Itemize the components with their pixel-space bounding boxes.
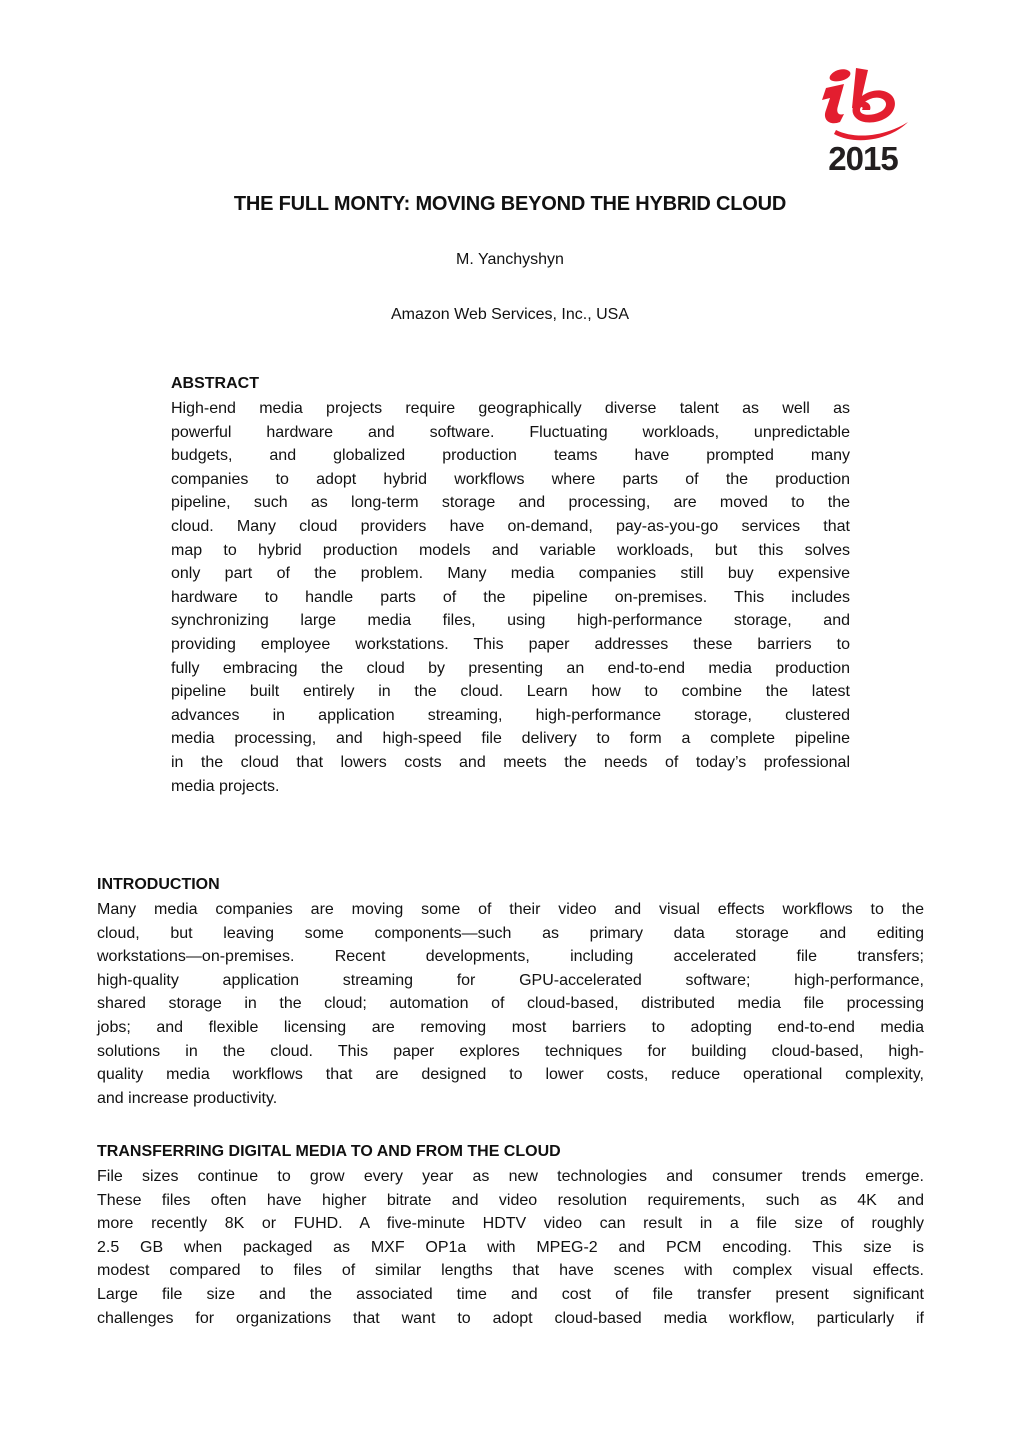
introduction-line: Many media companies are moving some of their video and visual effects workflows to the [97, 901, 924, 918]
abstract-line: synchronizing large media files, using high-performance storage, and [171, 612, 850, 630]
introduction-body [97, 898, 924, 1110]
ibc-2015-logo [816, 66, 910, 178]
abstract-line: media projects. [171, 777, 280, 795]
ibc-logo-icon [816, 66, 910, 142]
abstract-line: pipeline built entirely in the cloud. Learn how to combine the latest [171, 683, 850, 701]
introduction-line: cloud, but leaving some components—such as primary data storage and editing [97, 924, 924, 942]
abstract-line: in the cloud that lowers costs and meets the needs of today’s professional [171, 753, 850, 771]
abstract-line: fully embracing the cloud by presenting an end-to-end media production [171, 659, 850, 677]
introduction-section [97, 874, 924, 1110]
transferring-heading: TRANSFERRING DIGITAL MEDIA TO AND FROM THE CLOUD [97, 1143, 561, 1160]
transferring-line: modest compared to files of similar lengths that have scenes with complex visual effects. [97, 1262, 924, 1280]
abstract-line: media processing, and high-speed file delivery to form a complete pipeline [171, 730, 850, 748]
paper-title: THE FULL MONTY: MOVING BEYOND THE HYBRID CLOUD [233, 193, 787, 215]
introduction-line: and increase productivity. [97, 1089, 278, 1107]
abstract-line: map to hybrid production models and variable workloads, but this solves [171, 541, 850, 559]
transferring-line: more recently 8K or FUHD. A five-minute HDTV video can result in a file size of roughly [97, 1215, 924, 1233]
transferring-line: 2.5 GB when packaged as MXF OP1a with MPEG-2 and PCM encoding. This size is [97, 1238, 924, 1256]
introduction-line: jobs; and flexible licensing are removing most barriers to adopting end-to-end media [97, 1018, 924, 1036]
abstract-section [171, 373, 850, 798]
abstract-line: providing employee workstations. This paper addresses these barriers to [171, 635, 850, 653]
author-name: M. Yanchyshyn [456, 251, 564, 268]
transferring-line: File sizes continue to grow every year as new technologies and consumer trends emerge. [97, 1168, 924, 1185]
transferring-line: challenges for organizations that want to adopt cloud-based media workflow, particularly if [97, 1309, 924, 1327]
abstract-line: cloud. Many cloud providers have on-demand, pay-as-you-go services that [171, 517, 850, 535]
abstract-body [171, 397, 850, 798]
transferring-line: Large file size and the associated time and cost of file transfer present significant [97, 1285, 924, 1303]
abstract-line: pipeline, such as long-term storage and processing, are moved to the [171, 494, 850, 512]
introduction-heading: INTRODUCTION [97, 876, 220, 893]
abstract-heading: ABSTRACT [171, 375, 259, 392]
abstract-line: powerful hardware and software. Fluctuating workloads, unpredictable [171, 423, 850, 441]
introduction-line: workstations—on-premises. Recent developments, including accelerated file transfers; [97, 948, 924, 966]
introduction-line: solutions in the cloud. This paper explores techniques for building cloud-based, high- [97, 1042, 924, 1060]
author-affiliation: Amazon Web Services, Inc., USA [390, 306, 629, 323]
introduction-line: quality media workflows that are designed to lower costs, reduce operational complexity, [97, 1066, 924, 1084]
transferring-line: These files often have higher bitrate and video resolution requirements, such as 4K and [97, 1191, 924, 1209]
abstract-line: only part of the problem. Many media companies still buy expensive [171, 565, 850, 583]
transferring-body [97, 1165, 924, 1330]
abstract-line: companies to adopt hybrid workflows where parts of the production [171, 470, 850, 488]
abstract-line: High-end media projects require geographically diverse talent as well as [171, 400, 850, 417]
introduction-line: shared storage in the cloud; automation of cloud-based, distributed media file processing [97, 995, 924, 1013]
transferring-section [97, 1141, 924, 1330]
abstract-line: budgets, and globalized production teams have prompted many [171, 447, 850, 465]
abstract-line: advances in application streaming, high-performance storage, clustered [171, 706, 850, 724]
introduction-line: high-quality application streaming for GPU-accelerated software; high-performance, [97, 971, 924, 989]
logo-year: 2015 [828, 140, 898, 177]
abstract-line: hardware to handle parts of the pipeline on-premises. This includes [171, 588, 850, 606]
